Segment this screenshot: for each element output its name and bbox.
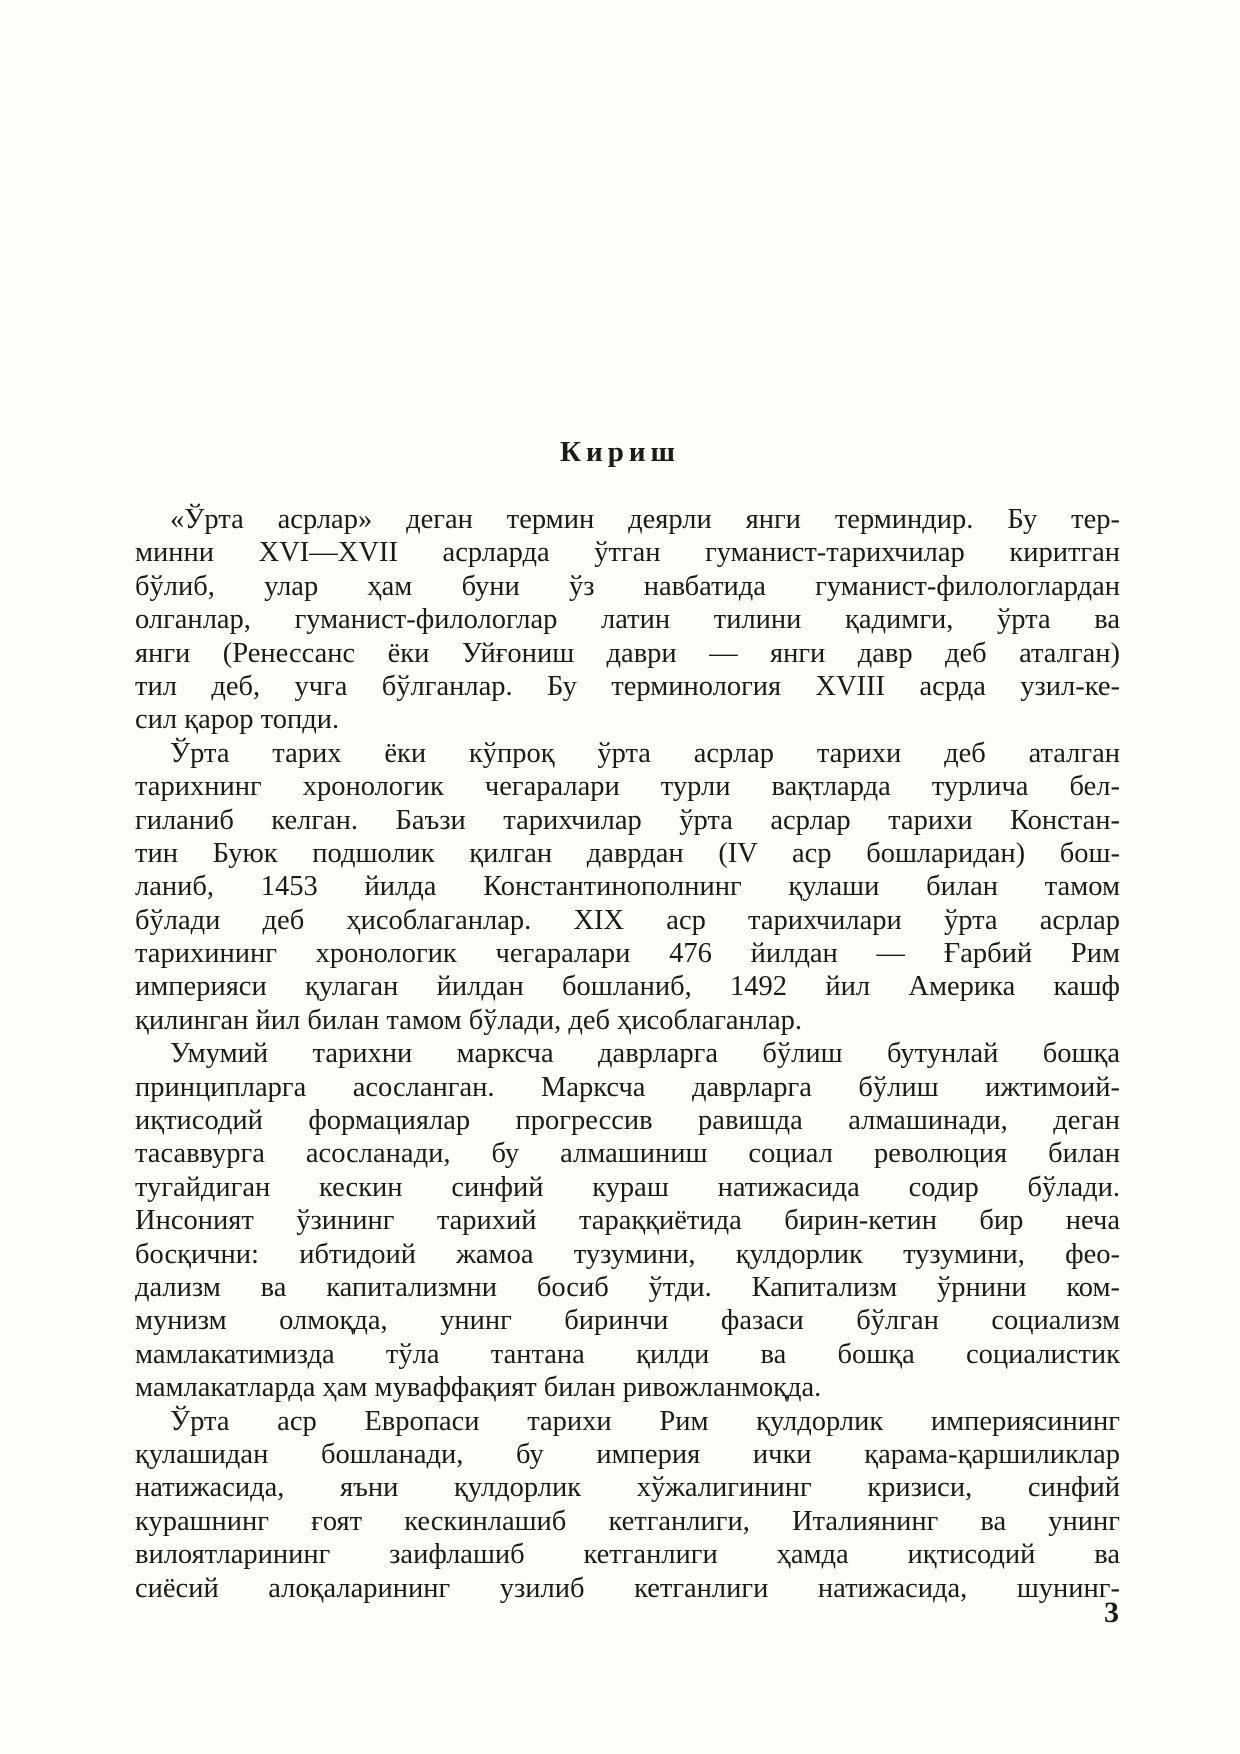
text-line: Ўрта аср Европаси тарихи Рим қулдорлик империясининг bbox=[170, 1405, 1120, 1437]
text-line: олганлар, гуманист-филологлар латин тилини қадимги, ўрта ва bbox=[135, 604, 1120, 636]
paragraph bbox=[135, 1037, 1120, 1404]
text-line: сиёсий алоқаларининг узилиб кетганлиги натижасида, шунинг- bbox=[135, 1572, 1120, 1604]
text-line: қилинган йил билан тамом бўлади, деб ҳисоблаганлар. bbox=[135, 1004, 803, 1036]
text-line: «Ўрта асрлар» деган термин деярли янги терминдир. Бу тер- bbox=[170, 504, 1120, 535]
body-text bbox=[135, 503, 1120, 1605]
chapter-title: Кириш bbox=[559, 436, 681, 468]
text-line: янги (Ренессанс ёки Уйғониш даври — янги давр деб аталган) bbox=[135, 637, 1120, 669]
text-line: империяси қулаган йилдан бошланиб, 1492 йил Америка кашф bbox=[135, 971, 1120, 1003]
text-line: тил деб, учга бўлганлар. Бу терминология XVIII асрда узил-ке- bbox=[135, 670, 1120, 702]
text-line: тарихининг хронологик чегаралари 476 йилдан — Ғарбий Рим bbox=[135, 938, 1120, 970]
paragraph bbox=[135, 503, 1120, 737]
text-line: мамлакатларда ҳам муваффақият билан ривожланмоқда. bbox=[135, 1372, 822, 1404]
paragraph bbox=[135, 1405, 1120, 1605]
text-line: босқични: ибтидоий жамоа тузумини, қулдорлик тузумини, фео- bbox=[135, 1238, 1120, 1270]
text-line: Умумий тарихни марксча даврларга бўлиш бутунлай бошқа bbox=[170, 1038, 1120, 1070]
text-line: дализм ва капитализмни босиб ўтди. Капитализм ўрнини ком- bbox=[135, 1271, 1120, 1303]
text-line: минни XVI—XVII асрларда ўтган гуманист-тарихчилар киритган bbox=[135, 537, 1120, 569]
text-line: Инсоният ўзининг тарихий тараққиётида бирин-кетин бир неча bbox=[135, 1205, 1120, 1237]
text-line: бўлади деб ҳисоблаганлар. XIX аср тарихчилари ўрта асрлар bbox=[135, 904, 1120, 936]
text-line: курашнинг ғоят кескинлашиб кетганлиги, Италиянинг ва унинг bbox=[135, 1505, 1120, 1537]
text-line: бўлиб, улар ҳам буни ўз навбатида гуманист-филологлардан bbox=[135, 570, 1120, 602]
text-line: тарихнинг хронологик чегаралари турли вақтларда турлича бел- bbox=[135, 771, 1120, 803]
text-line: мунизм олмоқда, унинг биринчи фазаси бўлган социализм bbox=[135, 1305, 1120, 1337]
text-line: иқтисодий формациялар прогрессив равишда алмашинади, деган bbox=[135, 1105, 1120, 1137]
paragraph bbox=[135, 737, 1120, 1038]
text-line: сил қарор топди. bbox=[135, 704, 340, 736]
text-line: ланиб, 1453 йилда Константинополнинг қулаши билан тамом bbox=[135, 871, 1120, 903]
text-line: гиланиб келган. Баъзи тарихчилар ўрта асрлар тарихи Констан- bbox=[135, 804, 1120, 836]
text-line: қулашидан бошланади, бу империя ички қарама-қаршиликлар bbox=[135, 1438, 1120, 1470]
text-line: принципларга асосланган. Марксча даврларга бўлиш ижтимоий- bbox=[135, 1071, 1120, 1103]
text-line: тин Буюк подшолик қилган даврдан (IV аср бошларидан) бош- bbox=[135, 837, 1120, 869]
text-line: тугайдиган кескин синфий кураш натижасида содир бўлади. bbox=[135, 1171, 1120, 1203]
text-line: натижасида, яъни қулдорлик хўжалигининг кризиси, синфий bbox=[135, 1472, 1120, 1504]
text-line: Ўрта тарих ёки кўпроқ ўрта асрлар тарихи деб аталган bbox=[170, 737, 1120, 769]
text-line: вилоятларининг заифлашиб кетганлиги ҳамда иқтисодий ва bbox=[135, 1539, 1120, 1571]
text-line: тасаввурга асосланади, бу алмашиниш социал революция билан bbox=[135, 1138, 1120, 1170]
text-line: мамлакатимизда тўла тантана қилди ва бошқа социалистик bbox=[135, 1338, 1120, 1370]
page-number: 3 bbox=[1104, 1596, 1119, 1629]
